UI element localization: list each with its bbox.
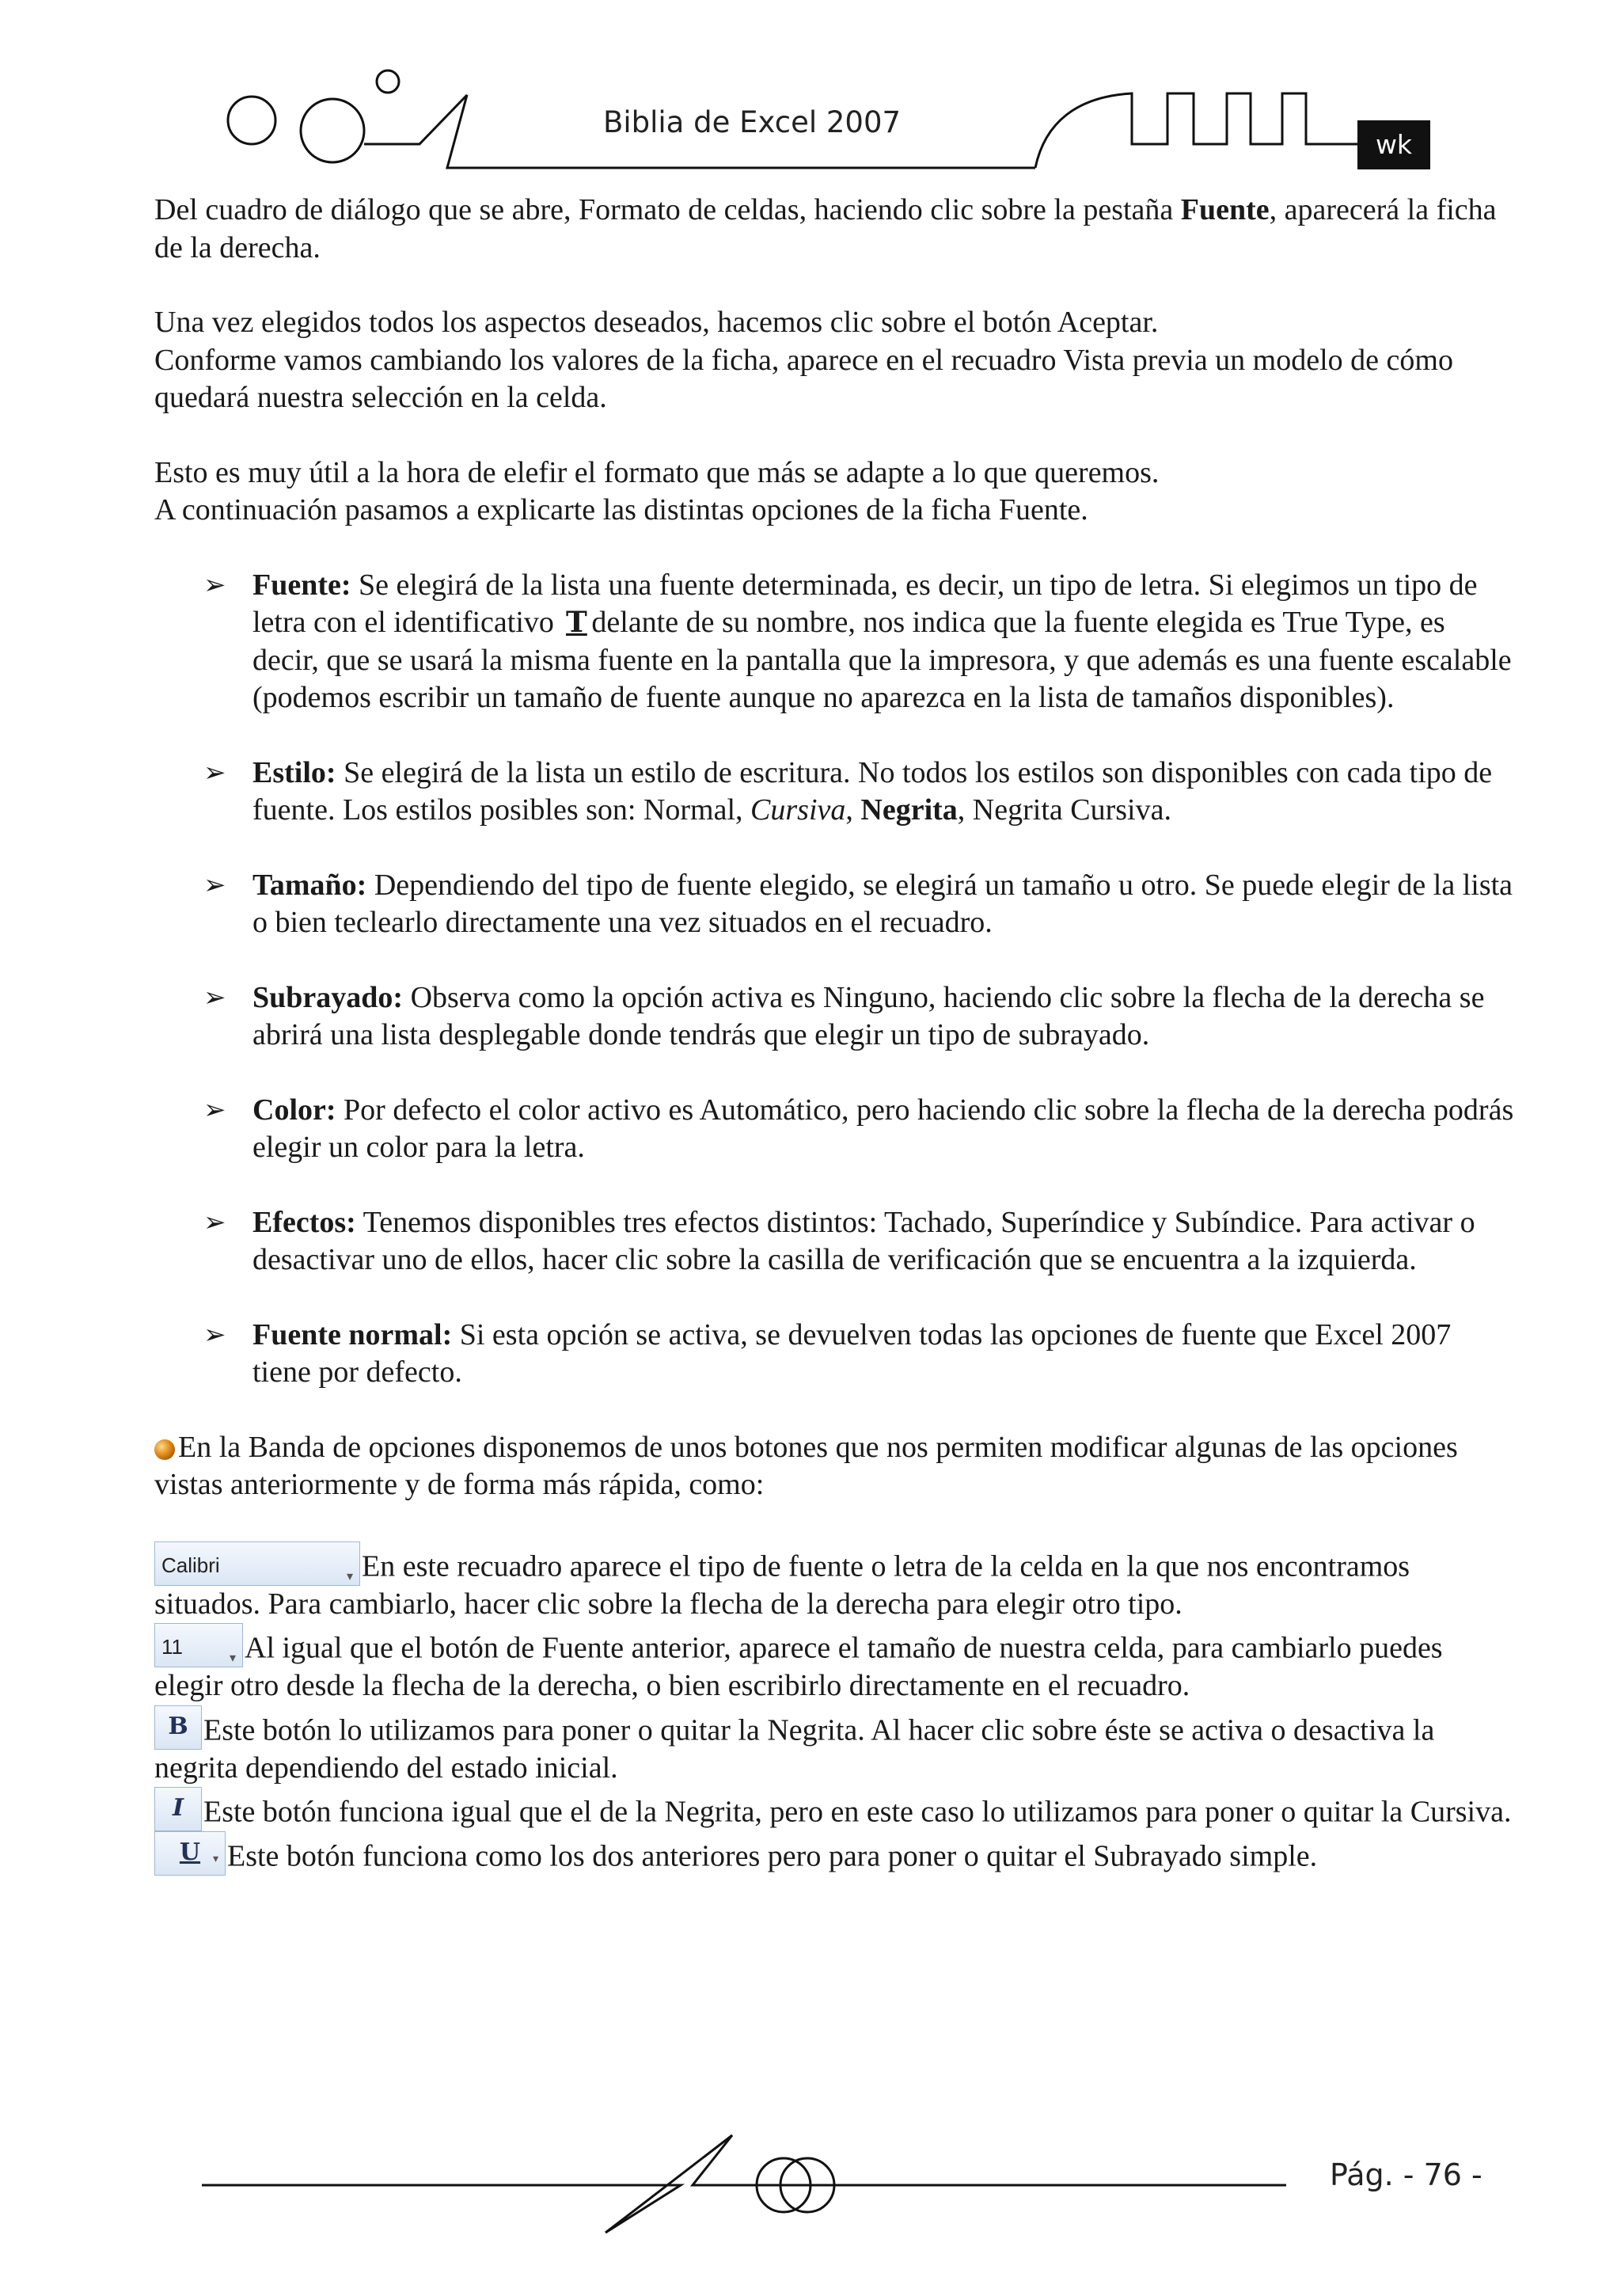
italic-row: I Este botón funciona igual que el de la Negrita, pero en este caso lo utilizamos para poner o quitar la Cursiva.	[154, 1787, 1516, 1831]
truetype-icon: T	[565, 606, 587, 639]
header-badge: wk	[1357, 120, 1430, 169]
ribbon-controls-description	[154, 1541, 1516, 1876]
arrow-bullet-icon: ➢	[203, 1206, 226, 1238]
intro-paragraph-1: Del cuadro de diálogo que se abre, Formato de celdas, haciendo clic sobre la pestaña Fuente, aparecerá la ficha de la derecha.	[154, 193, 1497, 264]
bold-button[interactable]: B	[154, 1705, 202, 1750]
header-circle-large	[301, 99, 364, 162]
list-item-tamano: ➢ Tamaño: Dependiendo del tipo de fuente elegido, se elegirá un tamaño u otro. Se puede elegir de la lista o bien teclearlo directamente una vez situados en el recuadro.	[203, 868, 1513, 939]
banda-paragraph: En la Banda de opciones disponemos de unos botones que nos permiten modificar algunas de las opciones vistas anteriormente y de forma más rápida, como:	[154, 1430, 1458, 1501]
underline-row: U ▾ Este botón funciona como los dos anteriores pero para poner o quitar el Subrayado simple.	[154, 1831, 1516, 1876]
underline-button[interactable]: U ▾	[154, 1831, 226, 1876]
arrow-bullet-icon: ➢	[203, 1318, 226, 1351]
font-name-row: Calibri ▾ En este recuadro aparece el tipo de fuente o letra de la celda en la que nos encontramos situados. Para cambiarlo, hacer clic sobre la flecha de la derecha para elegir otro tipo.	[154, 1541, 1516, 1624]
arrow-bullet-icon: ➢	[203, 756, 226, 789]
list-item-subrayado: ➢ Subrayado: Observa como la opción activa es Ninguno, haciendo clic sobre la flecha de la derecha se abrirá una lista desplegable donde tendrás que elegir un tipo de subrayado.	[203, 980, 1485, 1051]
list-item-efectos: ➢ Efectos: Tenemos disponibles tres efectos distintos: Tachado, Superíndice y Subíndice. Para activar o desactivar uno de ellos, hacer clic sobre la casilla de verificación que se encuentra a la izquierda.	[203, 1205, 1475, 1276]
font-options-list	[154, 567, 1516, 1392]
arrow-bullet-icon: ➢	[203, 568, 226, 601]
font-size-combobox[interactable]: 11 ▾	[154, 1623, 243, 1667]
font-size-row: 11 ▾ Al igual que el botón de Fuente anterior, aparece el tamaño de nuestra celda, para cambiarlo puedes elegir otro desde la flecha de la derecha, o bien escribirlo directamente en el recuadro.	[154, 1623, 1516, 1705]
orb-bullet-icon	[154, 1439, 175, 1460]
footer-line	[202, 2135, 1286, 2233]
font-name-combobox[interactable]: Calibri ▾	[154, 1541, 360, 1586]
footer-circle-right	[780, 2158, 834, 2212]
intro-paragraph-3: Esto es muy útil a la hora de elefir el formato que más se adapte a lo que queremos. A continuación pasamos a explicarte las distintas opciones de la ficha Fuente.	[154, 455, 1160, 526]
header-right-line	[1035, 93, 1357, 168]
dropdown-arrow-icon[interactable]: ▾	[229, 1652, 236, 1665]
list-item-fuente: ➢ Fuente: Se elegirá de la lista una fuente determinada, es decir, un tipo de letra. Si elegimos un tipo de letra con el identificativo T delante de su nombre, nos indica que la fuente elegida es True Type, es decir, que se usará la misma fuente en la pantalla que la impresora, y que además es una fuente escalable (podemos escribir un tamaño de fuente aunque no aparezca en la lista de tamaños disponibles).	[203, 568, 1512, 714]
arrow-bullet-icon: ➢	[203, 869, 226, 901]
arrow-bullet-icon: ➢	[203, 981, 226, 1013]
document-body	[154, 192, 1516, 1876]
list-item-estilo: ➢ Estilo: Se elegirá de la lista un estilo de escritura. No todos los estilos son disponibles con cada tipo de fuente. Los estilos posibles son: Normal, Cursiva, Negrita, Negrita Cursiva.	[203, 755, 1493, 827]
page-number: Pág. - 76 -	[1330, 2157, 1482, 2192]
bold-row: B Este botón lo utilizamos para poner o quitar la Negrita. Al hacer clic sobre éste se activa o desactiva la negrita dependiendo del estado inicial.	[154, 1705, 1516, 1788]
footer-circle-left	[757, 2158, 810, 2212]
italic-button[interactable]: I	[154, 1787, 202, 1831]
header-circle-small	[228, 97, 275, 144]
header-circle-tiny	[377, 70, 399, 93]
dropdown-arrow-icon[interactable]: ▾	[346, 1569, 353, 1583]
list-item-color: ➢ Color: Por defecto el color activo es Automático, pero haciendo clic sobre la flecha de la derecha podrás elegir un color para la letra.	[203, 1093, 1514, 1164]
dropdown-arrow-icon[interactable]: ▾	[212, 1853, 218, 1865]
list-item-fuente-normal: ➢ Fuente normal: Si esta opción se activa, se devuelven todas las opciones de fuente que Excel 2007 tiene por defecto.	[203, 1317, 1452, 1389]
header-title: Biblia de Excel 2007	[602, 105, 902, 139]
arrow-bullet-icon: ➢	[203, 1093, 226, 1126]
intro-paragraph-2: Una vez elegidos todos los aspectos deseados, hacemos clic sobre el botón Aceptar. Conforme vamos cambiando los valores de la ficha, aparece en el recuadro Vista previa un modelo de cómo quedará nuestra selección en la celda.	[154, 306, 1453, 414]
